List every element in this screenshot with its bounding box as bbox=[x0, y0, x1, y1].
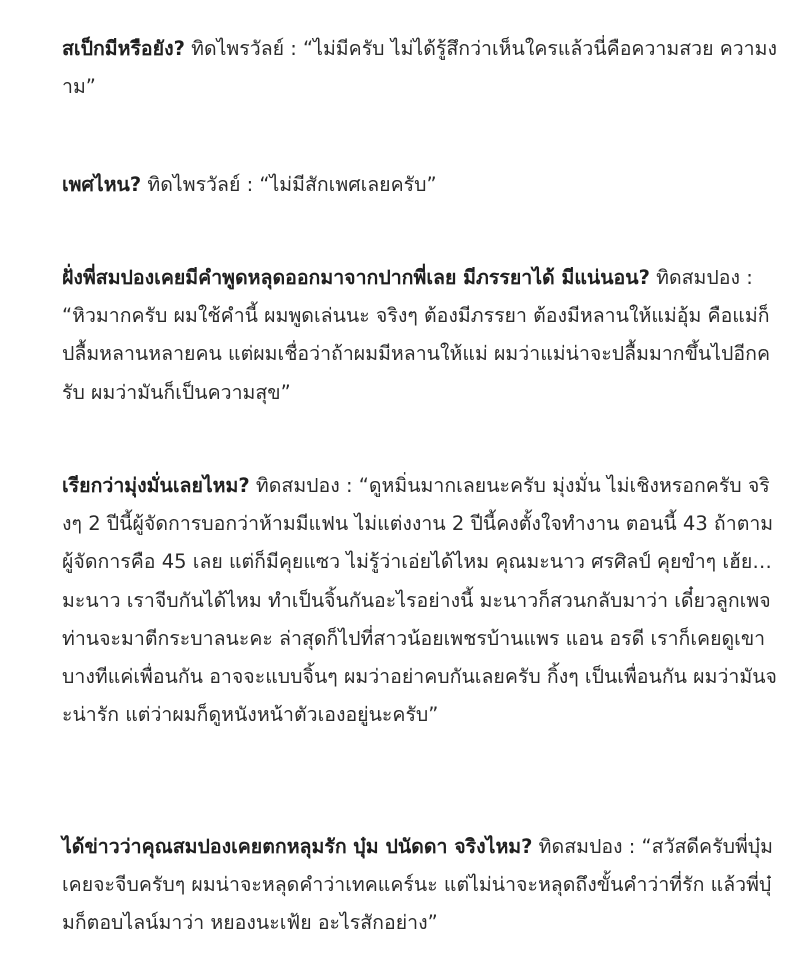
answer-text: ทิดไพรวัลย์ : “ไม่มีสักเพศเลยครับ” bbox=[141, 173, 437, 196]
question-text: เรียกว่ามุ่งมั่นเลยไหม? bbox=[62, 474, 250, 497]
qa-paragraph bbox=[62, 30, 778, 106]
answer-text: ทิดสมปอง : “สวัสดีครับพี่บุ๋ม เคยจะจีบครับๆ ผมน่าจะหลุดคำว่าเทคแคร์นะ แต่ไม่น่าจะหลุดถึงขั้นคำว่าที่รัก แล้วพี่บุ๋มก็ตอบไลน์มาว่า หยองนะเฟ้ย อะไรสักอย่าง” bbox=[62, 835, 774, 935]
question-text: ได้ข่าวว่าคุณสมปองเคยตกหลุมรัก บุ๋ม ปนัดดา จริงไหม? bbox=[62, 835, 533, 858]
qa-paragraph bbox=[62, 166, 437, 204]
qa-paragraph bbox=[62, 467, 778, 734]
answer-text: ทิดไพรวัลย์ : “ไม่มีครับ ไม่ได้รู้สึกว่าเห็นใครแล้วนี่คือความสวย ความงาม” bbox=[62, 37, 778, 99]
question-text: ฝั่งพี่สมปองเคยมีคำพูดหลุดออกมาจากปากพี่เลย มีภรรยาได้ มีแน่นอน? bbox=[62, 266, 650, 289]
qa-paragraph bbox=[62, 828, 778, 943]
question-text: สเป็กมีหรือยัง? bbox=[62, 37, 185, 60]
answer-text: ทิดสมปอง : “ดูหมิ่นมากเลยนะครับ มุ่งมั่น ไม่เชิงหรอกครับ จริงๆ 2 ปีนี้ผู้จัดการบอกว่าห้ามมีแฟน ไม่แต่งงาน 2 ปีนี้คงตั้งใจทำงาน ตอนนี้ 43 ถ้าตามผู้จัดการคือ 45 เลย แต่ก็มีคุยแซว ไม่รู้ว่าเอ่ยได้ไหม คุณมะนาว ศรศิลป์ คุยขำๆ เฮ้ย…มะนาว เราจีบกันได้ไหม ทำเป็นจิ้นกันอะไรอย่างนี้ มะนาวก็สวนกลับมาว่า เดี๋ยวลูกเพจท่านจะมาตีกระบาลนะคะ ล่าสุดก็ไปที่สาวน้อยเพชรบ้านแพร แอน อรดี เราก็เคยดูเขา บางทีแค่เพื่อนกัน อาจจะแบบจิ้นๆ ผมว่าอย่าคบกันเลยครับ กิ้งๆ เป็นเพื่อนกัน ผมว่ามันจะน่ารัก แต่ว่าผมก็ดูหนังหน้าตัวเองอยู่นะครับ” bbox=[62, 474, 777, 727]
qa-paragraph bbox=[62, 259, 778, 412]
question-text: เพศไหน? bbox=[62, 173, 142, 196]
answer-text: ทิดสมปอง : “หิวมากครับ ผมใช้คำนี้ ผมพูดเล่นนะ จริงๆ ต้องมีภรรยา ต้องมีหลานให้แม่อุ้ม คือแม่ก็ปลื้มหลานหลายคน แต่ผมเชื่อว่าถ้าผมมีหลานให้แม่ ผมว่าแม่น่าจะปลื้มมากขึ้นไปอีกครับ ผมว่ามันก็เป็นความสุข” bbox=[62, 266, 770, 404]
